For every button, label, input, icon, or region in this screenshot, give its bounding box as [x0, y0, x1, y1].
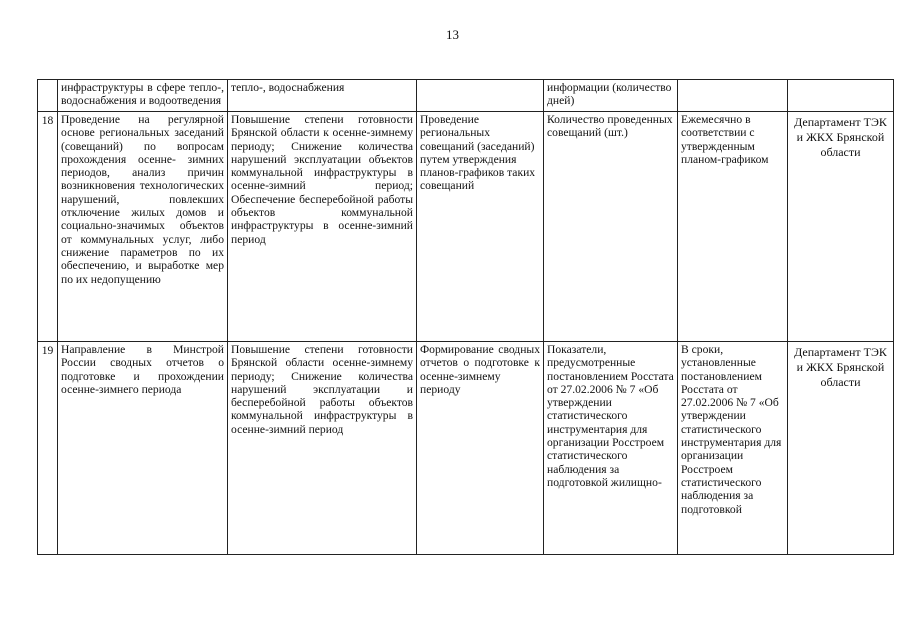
- indicator-cell: информации (количество дней): [544, 80, 678, 112]
- responsible-cell: Департамент ТЭК и ЖКХ Брянской области: [788, 342, 894, 555]
- indicator-cell: Количество проведенных совещаний (шт.): [544, 112, 678, 342]
- responsible-cell: [788, 80, 894, 112]
- activity-cell: Проведение региональных совещаний (заседаний) путем утверждения планов-графиков таких совещаний: [417, 112, 544, 342]
- table-row: [38, 112, 894, 342]
- row-number: [38, 80, 58, 112]
- goal-cell: тепло-, водоснабжения: [228, 80, 417, 112]
- goal-cell: Повышение степени готовности Брянской области осенне-зимнему периоду; Снижение количества нарушений эксплуатации и бесперебойной работы объектов коммунальной инфраструктуры в осенне-зимний период: [228, 342, 417, 555]
- indicator-cell: Показатели, предусмотренные постановлением Росстата от 27.02.2006 № 7 «Об утверждении статистического инструментария для организации Росстроем статистического наблюдения за подготовкой жилищно-: [544, 342, 678, 555]
- activity-cell: Формирование сводных отчетов о подготовке к осенне-зимнему периоду: [417, 342, 544, 555]
- activity-cell: [417, 80, 544, 112]
- goal-cell: Повышение степени готовности Брянской области к осенне-зимнему периоду; Снижение количества нарушений эксплуатации объектов коммунальной инфраструктуры в осенне-зимний период; Обеспечение бесперебойной работы объектов коммунальной инфраструктуры в осенне-зимний период: [228, 112, 417, 342]
- term-cell: [678, 80, 788, 112]
- term-cell: В сроки, установленные постановлением Росстата от 27.02.2006 № 7 «Об утверждении статистического инструментария для организации Росстроем статистического наблюдения за подготовкой: [678, 342, 788, 555]
- measure-cell: Проведение на регулярной основе региональных заседаний (совещаний) по вопросам прохождения осенне- зимних периодов, анализ причин возникновения технологических нарушений, повлекших отключение жилых домов и социально-значимых объектов от коммунальных услуг, либо снижение параметров по их обеспечению, и выработке мер по их недопущению: [58, 112, 228, 342]
- measures-table: [37, 79, 894, 555]
- responsible-cell: Департамент ТЭК и ЖКХ Брянской области: [788, 112, 894, 342]
- table-row: [38, 80, 894, 112]
- page-number: 13: [446, 27, 459, 42]
- row-number: 18: [38, 112, 58, 342]
- row-number: 19: [38, 342, 58, 555]
- measure-cell: Направление в Минстрой России сводных отчетов о подготовке и прохождении осенне-зимнего периода: [58, 342, 228, 555]
- table-row: [38, 342, 894, 555]
- term-cell: Ежемесячно в соответствии с утвержденным планом-графиком: [678, 112, 788, 342]
- measure-cell: инфраструктуры в сфере тепло-, водоснабжения и водоотведения: [58, 80, 228, 112]
